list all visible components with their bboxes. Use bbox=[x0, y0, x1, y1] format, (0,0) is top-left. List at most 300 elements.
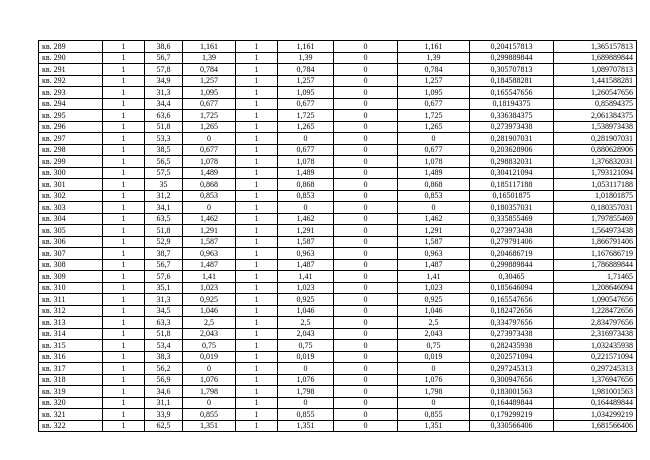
table-cell: 0,880628906 bbox=[554, 144, 637, 156]
table-cell: 0 bbox=[278, 202, 334, 214]
table-cell: 1 bbox=[103, 259, 145, 271]
table-cell: 1,291 bbox=[183, 225, 236, 237]
table-cell: 1,462 bbox=[278, 213, 334, 225]
table-cell: 1,161 bbox=[278, 41, 334, 53]
table-cell: 1,981001563 bbox=[554, 386, 637, 398]
table-cell: 0,164489844 bbox=[554, 397, 637, 409]
table-cell: 0 bbox=[334, 179, 398, 191]
table-cell: 0 bbox=[334, 282, 398, 294]
table-cell: 63,3 bbox=[145, 317, 183, 329]
table-cell: 1 bbox=[236, 167, 278, 179]
table-cell: 1 bbox=[236, 179, 278, 191]
table-cell: 0,281907031 bbox=[470, 133, 554, 145]
table-cell: 1 bbox=[103, 386, 145, 398]
apartment-label-cell: кв. 298 bbox=[39, 144, 103, 156]
table-cell: 1 bbox=[236, 52, 278, 64]
table-cell: 1 bbox=[103, 121, 145, 133]
table-cell: 1 bbox=[236, 64, 278, 76]
table-cell: 0,299889844 bbox=[470, 259, 554, 271]
table-cell: 1,462 bbox=[183, 213, 236, 225]
table-cell: 0 bbox=[278, 397, 334, 409]
table-cell: 1 bbox=[103, 374, 145, 386]
table-cell: 38,5 bbox=[145, 144, 183, 156]
table-cell: 0,855 bbox=[183, 409, 236, 421]
table-cell: 0,183001563 bbox=[470, 386, 554, 398]
table-cell: 63,5 bbox=[145, 213, 183, 225]
table-row bbox=[39, 409, 637, 421]
table-cell: 1,076 bbox=[278, 374, 334, 386]
table-cell: 0 bbox=[334, 167, 398, 179]
table-cell: 1,023 bbox=[183, 282, 236, 294]
table-cell: 1 bbox=[103, 110, 145, 122]
table-cell: 0 bbox=[334, 87, 398, 99]
table-cell: 2,043 bbox=[278, 328, 334, 340]
table-cell: 1 bbox=[103, 202, 145, 214]
table-cell: 0,784 bbox=[183, 64, 236, 76]
table-cell: 0 bbox=[334, 144, 398, 156]
table-cell: 0 bbox=[183, 363, 236, 375]
table-cell: 0 bbox=[334, 305, 398, 317]
table-cell: 1,786889844 bbox=[554, 259, 637, 271]
apartment-label-cell: кв. 315 bbox=[39, 340, 103, 352]
table-cell: 1,257 bbox=[278, 75, 334, 87]
table-cell: 1 bbox=[236, 248, 278, 260]
apartment-label-cell: кв. 309 bbox=[39, 271, 103, 283]
table-cell: 31,3 bbox=[145, 87, 183, 99]
table-cell: 1 bbox=[103, 340, 145, 352]
table-cell: 56,9 bbox=[145, 374, 183, 386]
table-cell: 0,855 bbox=[278, 409, 334, 421]
table-row bbox=[39, 259, 637, 271]
apartment-label-cell: кв. 312 bbox=[39, 305, 103, 317]
table-cell: 2,061384375 bbox=[554, 110, 637, 122]
table-cell: 0 bbox=[334, 98, 398, 110]
table-cell: 0,185646094 bbox=[470, 282, 554, 294]
table-row bbox=[39, 87, 637, 99]
apartment-label-cell: кв. 314 bbox=[39, 328, 103, 340]
table-cell: 1,078 bbox=[398, 156, 470, 168]
table-cell: 1 bbox=[236, 236, 278, 248]
apartment-label-cell: кв. 294 bbox=[39, 98, 103, 110]
table-cell: 2,5 bbox=[183, 317, 236, 329]
table-cell: 1,046 bbox=[278, 305, 334, 317]
table-cell: 1 bbox=[103, 190, 145, 202]
table-cell: 1,564973438 bbox=[554, 225, 637, 237]
table-cell: 1 bbox=[103, 156, 145, 168]
table-row bbox=[39, 41, 637, 53]
table-cell: 0 bbox=[398, 397, 470, 409]
table-cell: 2,834797656 bbox=[554, 317, 637, 329]
table-cell: 1,41 bbox=[278, 271, 334, 283]
table-cell: 0 bbox=[334, 64, 398, 76]
table-body bbox=[39, 41, 637, 432]
table-row bbox=[39, 386, 637, 398]
table-cell: 1,351 bbox=[278, 420, 334, 432]
table-cell: 34,9 bbox=[145, 75, 183, 87]
table-cell: 1,798 bbox=[278, 386, 334, 398]
table-row bbox=[39, 351, 637, 363]
table-cell: 0 bbox=[398, 363, 470, 375]
table-cell: 1 bbox=[236, 259, 278, 271]
table-cell: 0,179299219 bbox=[470, 409, 554, 421]
table-cell: 0 bbox=[334, 156, 398, 168]
table-row bbox=[39, 328, 637, 340]
table-cell: 0 bbox=[334, 340, 398, 352]
apartment-label-cell: кв. 310 bbox=[39, 282, 103, 294]
table-row bbox=[39, 225, 637, 237]
table-cell: 0,925 bbox=[278, 294, 334, 306]
table-cell: 1,538973438 bbox=[554, 121, 637, 133]
table-cell: 0,273973438 bbox=[470, 121, 554, 133]
table-cell: 1 bbox=[236, 75, 278, 87]
table-cell: 1 bbox=[103, 213, 145, 225]
table-cell: 0,184588281 bbox=[470, 75, 554, 87]
table-cell: 0,18194375 bbox=[470, 98, 554, 110]
table-cell: 0 bbox=[334, 386, 398, 398]
table-cell: 1 bbox=[236, 133, 278, 145]
table-cell: 1,376832031 bbox=[554, 156, 637, 168]
table-cell: 56,2 bbox=[145, 363, 183, 375]
table-cell: 2,5 bbox=[278, 317, 334, 329]
apartment-label-cell: кв. 293 bbox=[39, 87, 103, 99]
table-row bbox=[39, 75, 637, 87]
table-row bbox=[39, 156, 637, 168]
table-cell: 1 bbox=[236, 190, 278, 202]
table-cell: 1 bbox=[236, 317, 278, 329]
table-cell: 56,7 bbox=[145, 259, 183, 271]
table-cell: 1,725 bbox=[183, 110, 236, 122]
table-row bbox=[39, 110, 637, 122]
table-cell: 0,677 bbox=[183, 144, 236, 156]
table-cell: 1,487 bbox=[278, 259, 334, 271]
table-cell: 53,3 bbox=[145, 133, 183, 145]
table-cell: 1 bbox=[236, 225, 278, 237]
table-cell: 0 bbox=[334, 190, 398, 202]
table-cell: 1,046 bbox=[183, 305, 236, 317]
table-cell: 1 bbox=[103, 41, 145, 53]
table-cell: 1,487 bbox=[398, 259, 470, 271]
table-cell: 1 bbox=[103, 236, 145, 248]
table-cell: 0 bbox=[183, 133, 236, 145]
table-cell: 1 bbox=[103, 363, 145, 375]
table-cell: 1 bbox=[236, 340, 278, 352]
table-cell: 0,963 bbox=[183, 248, 236, 260]
table-cell: 0,75 bbox=[398, 340, 470, 352]
table-cell: 0,677 bbox=[398, 98, 470, 110]
table-cell: 1 bbox=[103, 64, 145, 76]
table-cell: 1 bbox=[103, 409, 145, 421]
table-cell: 0,305707813 bbox=[470, 64, 554, 76]
apartment-label-cell: кв. 301 bbox=[39, 179, 103, 191]
table-cell: 0,677 bbox=[183, 98, 236, 110]
table-cell: 1,167686719 bbox=[554, 248, 637, 260]
table-cell: 0,963 bbox=[398, 248, 470, 260]
table-cell: 1,725 bbox=[278, 110, 334, 122]
table-cell: 38,6 bbox=[145, 41, 183, 53]
table-cell: 31,2 bbox=[145, 190, 183, 202]
apartment-label-cell: кв. 305 bbox=[39, 225, 103, 237]
table-cell: 0 bbox=[334, 351, 398, 363]
table-cell: 1,032435938 bbox=[554, 340, 637, 352]
table-cell: 53,4 bbox=[145, 340, 183, 352]
table-cell: 0 bbox=[334, 328, 398, 340]
table-cell: 0,677 bbox=[398, 144, 470, 156]
table-cell: 0 bbox=[334, 121, 398, 133]
table-cell: 1 bbox=[236, 121, 278, 133]
table-cell: 0,336384375 bbox=[470, 110, 554, 122]
table-cell: 0 bbox=[334, 202, 398, 214]
table-cell: 0 bbox=[334, 225, 398, 237]
table-cell: 62,5 bbox=[145, 420, 183, 432]
table-cell: 1,076 bbox=[398, 374, 470, 386]
apartment-label-cell: кв. 290 bbox=[39, 52, 103, 64]
table-cell: 1,39 bbox=[183, 52, 236, 64]
table-cell: 1 bbox=[103, 248, 145, 260]
table-cell: 1,228472656 bbox=[554, 305, 637, 317]
table-cell: 0 bbox=[334, 52, 398, 64]
table-cell: 0 bbox=[334, 236, 398, 248]
table-row bbox=[39, 305, 637, 317]
table-cell: 0,75 bbox=[278, 340, 334, 352]
table-cell: 1 bbox=[103, 351, 145, 363]
table-cell: 0,282435938 bbox=[470, 340, 554, 352]
table-row bbox=[39, 167, 637, 179]
table-cell: 0 bbox=[334, 41, 398, 53]
table-cell: 1 bbox=[103, 328, 145, 340]
table-cell: 0,019 bbox=[398, 351, 470, 363]
apartment-label-cell: кв. 322 bbox=[39, 420, 103, 432]
table-cell: 1,39 bbox=[278, 52, 334, 64]
table-cell: 1 bbox=[103, 317, 145, 329]
table-cell: 1,351 bbox=[183, 420, 236, 432]
table-row bbox=[39, 179, 637, 191]
table-cell: 1,023 bbox=[278, 282, 334, 294]
table-cell: 0,273973438 bbox=[470, 225, 554, 237]
table-cell: 0,304121094 bbox=[470, 167, 554, 179]
table-cell: 1 bbox=[103, 282, 145, 294]
apartment-label-cell: кв. 308 bbox=[39, 259, 103, 271]
table-cell: 1,441588281 bbox=[554, 75, 637, 87]
table-cell: 1,351 bbox=[398, 420, 470, 432]
table-cell: 1 bbox=[236, 110, 278, 122]
table-cell: 0,164489844 bbox=[470, 397, 554, 409]
table-cell: 1 bbox=[236, 271, 278, 283]
table-row bbox=[39, 64, 637, 76]
table-cell: 1 bbox=[236, 282, 278, 294]
table-cell: 0 bbox=[334, 363, 398, 375]
table-cell: 0 bbox=[334, 317, 398, 329]
table-cell: 1,39 bbox=[398, 52, 470, 64]
table-cell: 63,6 bbox=[145, 110, 183, 122]
table-cell: 0,185117188 bbox=[470, 179, 554, 191]
table-cell: 1 bbox=[103, 75, 145, 87]
table-cell: 1 bbox=[236, 213, 278, 225]
table-cell: 1 bbox=[103, 225, 145, 237]
table-cell: 1 bbox=[103, 420, 145, 432]
table-cell: 1 bbox=[236, 409, 278, 421]
table-cell: 34,5 bbox=[145, 305, 183, 317]
table-cell: 0,180357031 bbox=[554, 202, 637, 214]
table-cell: 0 bbox=[334, 75, 398, 87]
table-cell: 1 bbox=[236, 41, 278, 53]
table-cell: 0,925 bbox=[183, 294, 236, 306]
table-cell: 1,798 bbox=[183, 386, 236, 398]
table-cell: 1,489 bbox=[278, 167, 334, 179]
table-cell: 0 bbox=[334, 133, 398, 145]
table-cell: 0,963 bbox=[278, 248, 334, 260]
table-cell: 1,095 bbox=[398, 87, 470, 99]
table-cell: 0 bbox=[334, 213, 398, 225]
table-cell: 0,297245313 bbox=[554, 363, 637, 375]
table-cell: 1,090547656 bbox=[554, 294, 637, 306]
table-cell: 57,5 bbox=[145, 167, 183, 179]
table-cell: 0 bbox=[334, 248, 398, 260]
table-cell: 0,75 bbox=[183, 340, 236, 352]
table-cell: 1 bbox=[103, 179, 145, 191]
table-cell: 0 bbox=[334, 110, 398, 122]
table-cell: 0,925 bbox=[398, 294, 470, 306]
table-cell: 0,281907031 bbox=[554, 133, 637, 145]
apartment-label-cell: кв. 307 bbox=[39, 248, 103, 260]
table-cell: 1 bbox=[103, 133, 145, 145]
table-cell: 2,316973438 bbox=[554, 328, 637, 340]
table-cell: 0,30465 bbox=[470, 271, 554, 283]
table-cell: 0 bbox=[334, 420, 398, 432]
table-cell: 1,265 bbox=[183, 121, 236, 133]
table-cell: 1,053117188 bbox=[554, 179, 637, 191]
apartment-label-cell: кв. 302 bbox=[39, 190, 103, 202]
table-cell: 0,298832031 bbox=[470, 156, 554, 168]
table-cell: 1 bbox=[236, 305, 278, 317]
table-cell: 0 bbox=[278, 363, 334, 375]
table-cell: 1 bbox=[103, 87, 145, 99]
table-cell: 0,221571094 bbox=[554, 351, 637, 363]
table-row bbox=[39, 213, 637, 225]
table-cell: 0,165547656 bbox=[470, 87, 554, 99]
table-cell: 1,71465 bbox=[554, 271, 637, 283]
table-cell: 33,9 bbox=[145, 409, 183, 421]
table-cell: 1 bbox=[236, 156, 278, 168]
table-cell: 0 bbox=[398, 133, 470, 145]
table-cell: 0,203628906 bbox=[470, 144, 554, 156]
table-cell: 51,8 bbox=[145, 328, 183, 340]
table-cell: 1,291 bbox=[398, 225, 470, 237]
table-cell: 1,866791406 bbox=[554, 236, 637, 248]
table-cell: 1,489 bbox=[398, 167, 470, 179]
table-cell: 0,868 bbox=[398, 179, 470, 191]
table-cell: 1 bbox=[103, 397, 145, 409]
table-cell: 0,677 bbox=[278, 144, 334, 156]
apartment-label-cell: кв. 318 bbox=[39, 374, 103, 386]
table-cell: 1 bbox=[103, 144, 145, 156]
table-cell: 1,365157813 bbox=[554, 41, 637, 53]
table-cell: 38,3 bbox=[145, 351, 183, 363]
table-cell: 1,725 bbox=[398, 110, 470, 122]
table-cell: 1 bbox=[236, 420, 278, 432]
table-cell: 1 bbox=[103, 52, 145, 64]
table-cell: 0,019 bbox=[183, 351, 236, 363]
table-cell: 1,489 bbox=[183, 167, 236, 179]
apartment-label-cell: кв. 289 bbox=[39, 41, 103, 53]
table-cell: 0,202571094 bbox=[470, 351, 554, 363]
table-cell: 0,853 bbox=[398, 190, 470, 202]
table-cell: 0,180357031 bbox=[470, 202, 554, 214]
apartment-label-cell: кв. 299 bbox=[39, 156, 103, 168]
table-cell: 0,204157813 bbox=[470, 41, 554, 53]
table-cell: 51,8 bbox=[145, 121, 183, 133]
apartment-label-cell: кв. 296 bbox=[39, 121, 103, 133]
table-cell: 0,204686719 bbox=[470, 248, 554, 260]
table-cell: 31,1 bbox=[145, 397, 183, 409]
table-cell: 0,299889844 bbox=[470, 52, 554, 64]
apartment-label-cell: кв. 313 bbox=[39, 317, 103, 329]
table-cell: 0,297245313 bbox=[470, 363, 554, 375]
table-row bbox=[39, 202, 637, 214]
table-cell: 1,208646094 bbox=[554, 282, 637, 294]
table-cell: 1,487 bbox=[183, 259, 236, 271]
table-cell: 1,462 bbox=[398, 213, 470, 225]
table-row bbox=[39, 271, 637, 283]
table-cell: 0 bbox=[334, 409, 398, 421]
table-row bbox=[39, 133, 637, 145]
table-cell: 1,41 bbox=[183, 271, 236, 283]
table-cell: 0,182472656 bbox=[470, 305, 554, 317]
table-cell: 35,1 bbox=[145, 282, 183, 294]
table-cell: 35 bbox=[145, 179, 183, 191]
table-cell: 0 bbox=[334, 374, 398, 386]
table-cell: 1,01801875 bbox=[554, 190, 637, 202]
table-cell: 57,8 bbox=[145, 64, 183, 76]
table-cell: 1,046 bbox=[398, 305, 470, 317]
apartment-label-cell: кв. 317 bbox=[39, 363, 103, 375]
table-cell: 1,089707813 bbox=[554, 64, 637, 76]
table-cell: 1,095 bbox=[183, 87, 236, 99]
table-cell: 1 bbox=[103, 167, 145, 179]
table-cell: 1,023 bbox=[398, 282, 470, 294]
table-cell: 2,5 bbox=[398, 317, 470, 329]
table-cell: 34,4 bbox=[145, 98, 183, 110]
table-cell: 34,1 bbox=[145, 202, 183, 214]
table-cell: 1,161 bbox=[183, 41, 236, 53]
table-cell: 1,689889844 bbox=[554, 52, 637, 64]
table-cell: 0,279791406 bbox=[470, 236, 554, 248]
table-cell: 1,076 bbox=[183, 374, 236, 386]
table-cell: 0,784 bbox=[398, 64, 470, 76]
table-cell: 1,260547656 bbox=[554, 87, 637, 99]
table-cell: 1,265 bbox=[398, 121, 470, 133]
table-cell: 1 bbox=[103, 98, 145, 110]
table-cell: 1 bbox=[236, 397, 278, 409]
table-cell: 1 bbox=[236, 386, 278, 398]
table-cell: 0 bbox=[278, 133, 334, 145]
table-cell: 31,3 bbox=[145, 294, 183, 306]
table-cell: 1,681566406 bbox=[554, 420, 637, 432]
table-cell: 0,273973438 bbox=[470, 328, 554, 340]
table-cell: 1 bbox=[236, 202, 278, 214]
table-cell: 51,8 bbox=[145, 225, 183, 237]
table-cell: 1,797855469 bbox=[554, 213, 637, 225]
table-row bbox=[39, 317, 637, 329]
table-cell: 0,677 bbox=[278, 98, 334, 110]
table-cell: 1 bbox=[236, 144, 278, 156]
table-cell: 1,265 bbox=[278, 121, 334, 133]
apartment-data-table bbox=[38, 40, 637, 432]
table-row bbox=[39, 190, 637, 202]
table-cell: 1,257 bbox=[183, 75, 236, 87]
table-row bbox=[39, 340, 637, 352]
table-cell: 0,16501875 bbox=[470, 190, 554, 202]
table-cell: 1,798 bbox=[398, 386, 470, 398]
